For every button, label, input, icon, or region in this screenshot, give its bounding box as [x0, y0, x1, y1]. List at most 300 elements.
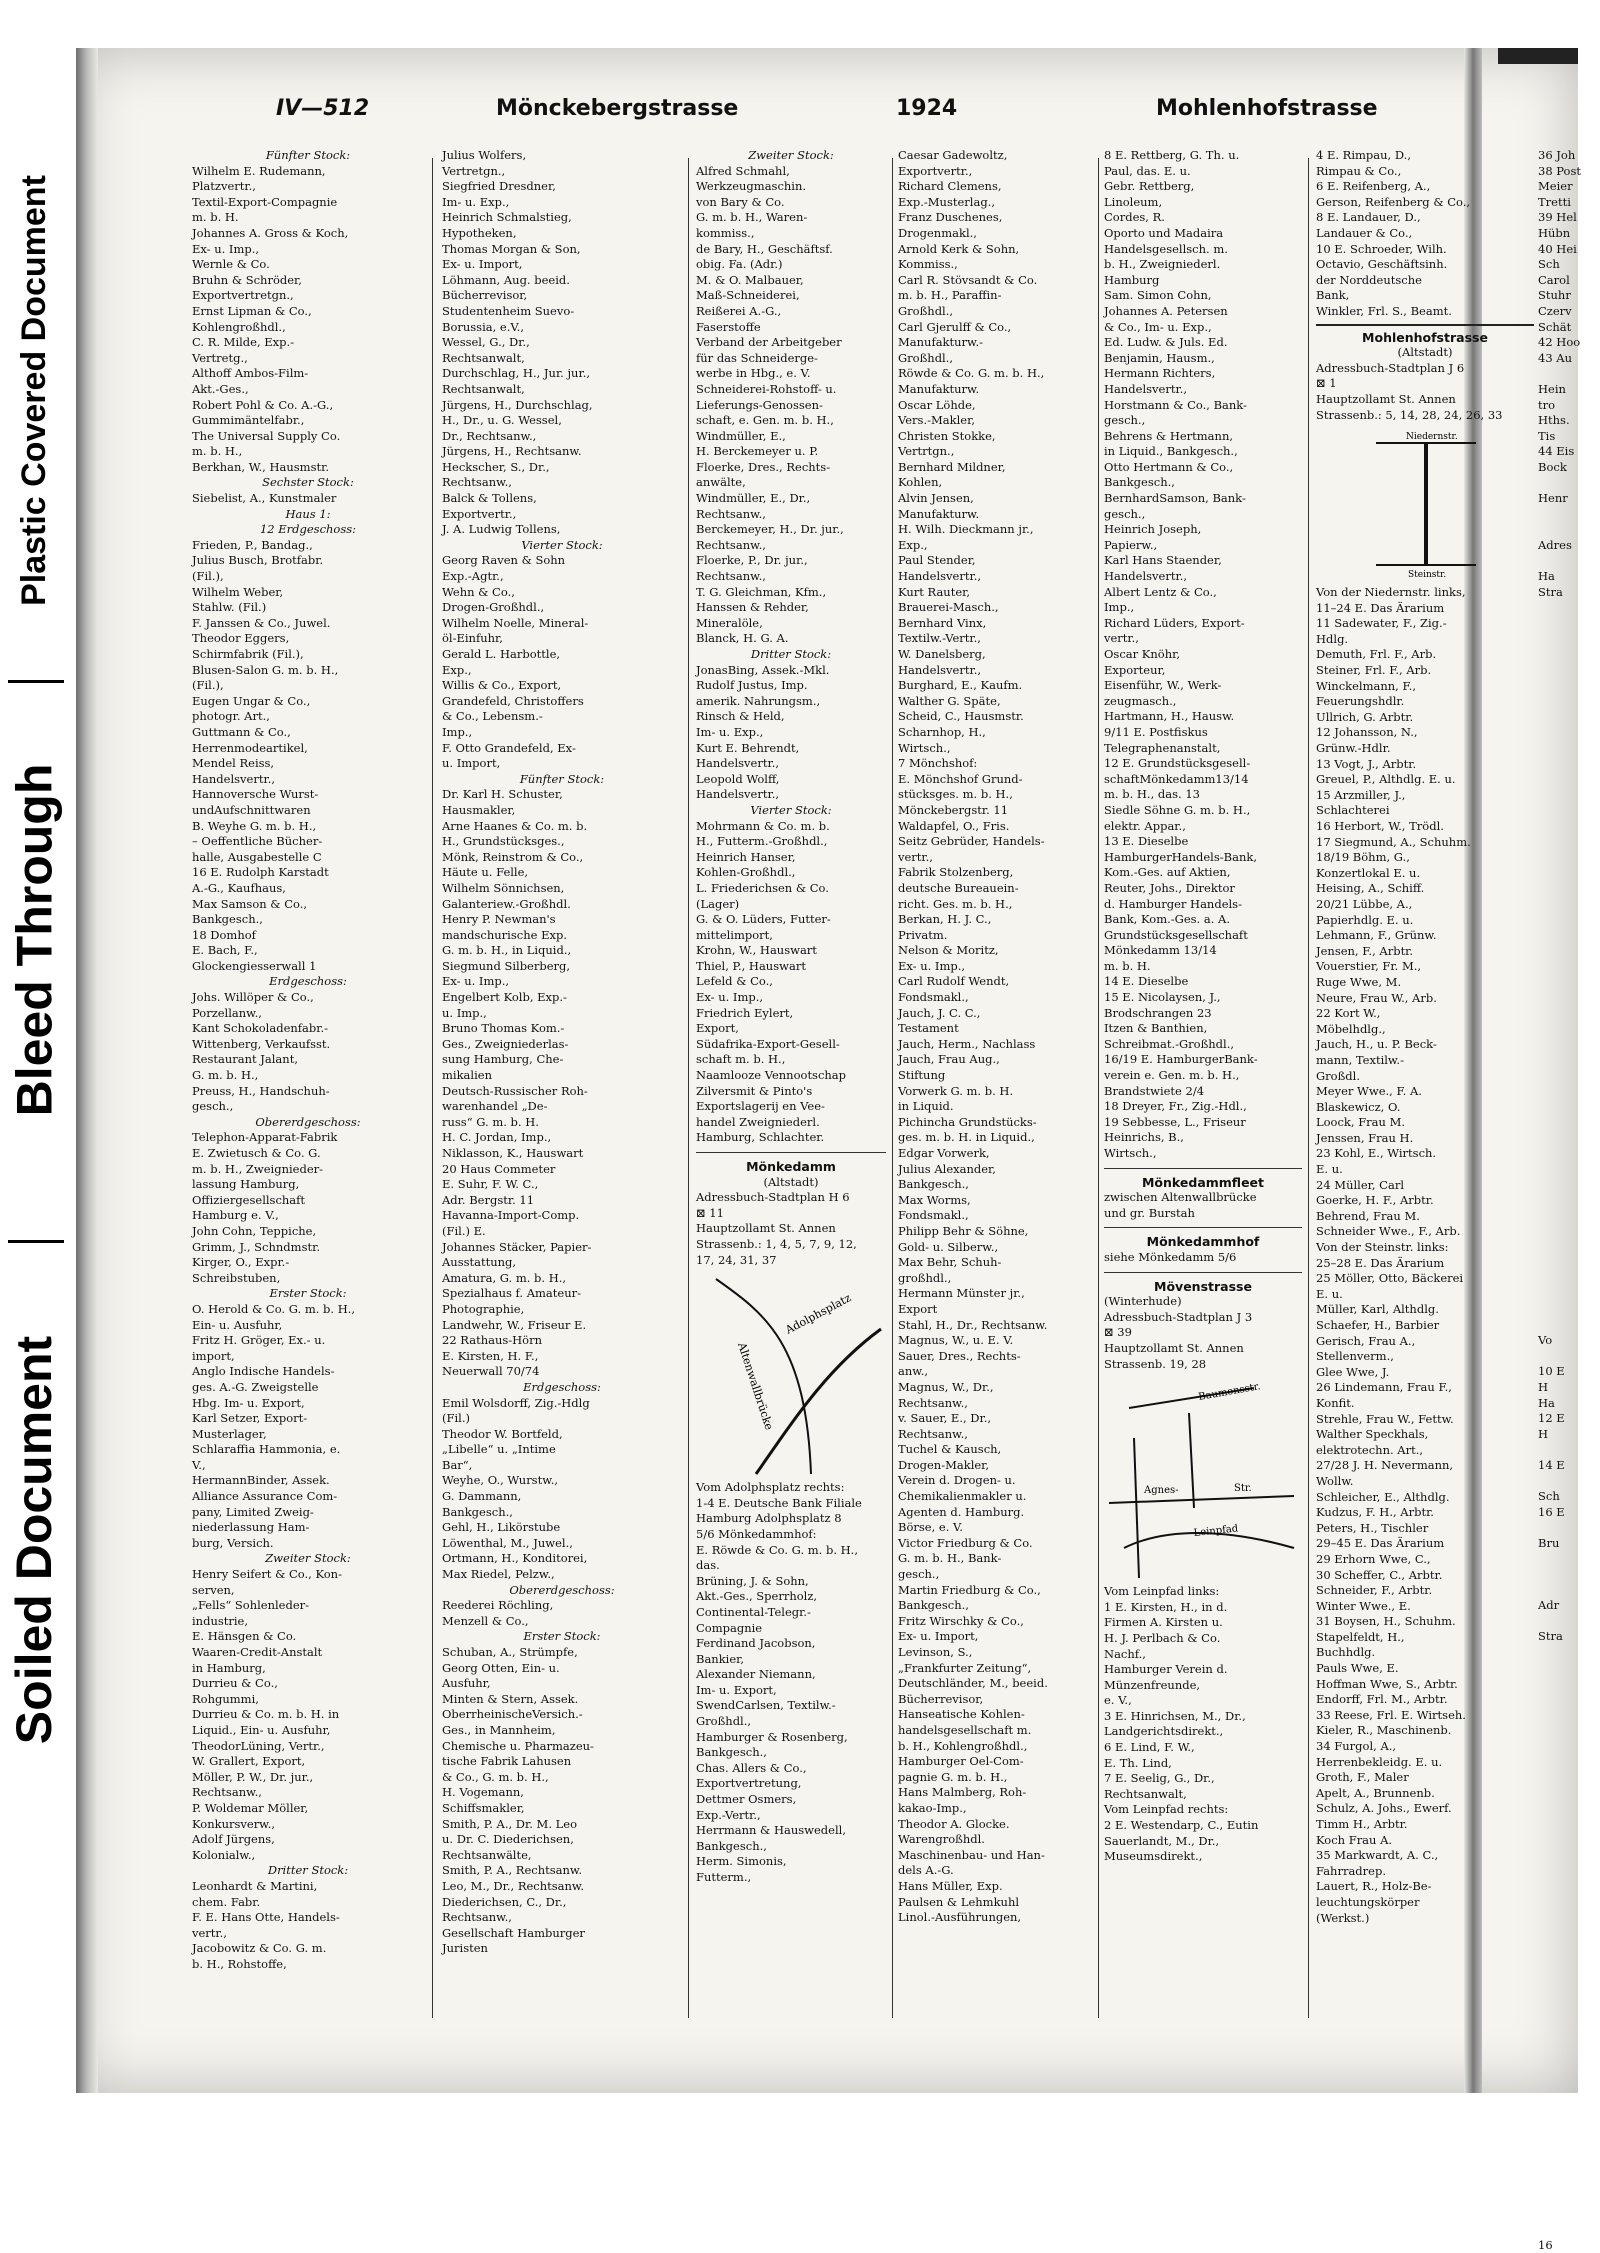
- directory-line: Leo, M., Dr., Rechtsanw.: [442, 1878, 585, 1893]
- directory-line: Hanssen & Rehder,: [696, 600, 809, 615]
- directory-line: de Bary, H., Geschäftsf.: [696, 241, 833, 256]
- column-rule: [688, 158, 689, 2018]
- directory-line: Heinrich Hanser,: [696, 849, 796, 864]
- directory-line: gesch.,: [192, 1099, 234, 1114]
- directory-line: Meyer Wwe., F. A.: [1316, 1084, 1422, 1099]
- directory-line: handel Zweigniederl.: [696, 1114, 820, 1129]
- directory-line: Rechtsanwalt,: [442, 350, 525, 365]
- directory-line: 18 Dreyer, Fr., Zig.-Hdl.,: [1104, 1099, 1247, 1114]
- directory-line: Vom Adolphsplatz rechts:: [696, 1480, 845, 1495]
- directory-line: [1538, 1848, 1578, 1864]
- directory-line: 6 E. Lind, F. W.,: [1104, 1740, 1195, 1755]
- directory-line: 43 Au: [1538, 350, 1573, 365]
- directory-line: Mendel Reiss,: [192, 756, 275, 771]
- directory-line: undAufschnittwaren: [192, 802, 311, 817]
- directory-line: lassung Hamburg,: [192, 1177, 300, 1192]
- directory-line: H: [1538, 1426, 1549, 1441]
- directory-line: Vom Leinpfad rechts:: [1104, 1802, 1229, 1817]
- directory-line: schaft m. b. H.,: [696, 1052, 786, 1067]
- directory-line: [1538, 2004, 1578, 2020]
- directory-line: E. Röwde & Co. G. m. b. H.,: [696, 1542, 858, 1557]
- directory-line: Sauerlandt, M., Dr.,: [1104, 1833, 1220, 1848]
- directory-line: tro: [1538, 397, 1556, 412]
- street-heading-moenkedammfleet: Mönkedammfleet: [1141, 1174, 1264, 1190]
- directory-line: Itzen & Banthien,: [1104, 1021, 1208, 1036]
- directory-line: Handelsvertr.,: [1104, 569, 1188, 584]
- directory-line: Restaurant Jalant,: [192, 1052, 298, 1067]
- directory-line: Rudolf Justus, Imp.: [696, 678, 808, 693]
- directory-line: Stahlw. (Fil.): [192, 600, 267, 615]
- directory-line: Hths.: [1538, 413, 1570, 428]
- directory-line: Stuhr: [1538, 288, 1571, 303]
- map-label-steinstr: Steinstr.: [1408, 570, 1447, 581]
- directory-line: Bankgesch.,: [898, 1177, 969, 1192]
- directory-line: 12 Johansson, N.,: [1316, 725, 1418, 740]
- directory-line: Liquid., Ein- u. Ausfuhr,: [192, 1722, 331, 1737]
- directory-line: SwendCarlsen, Textilw.-: [696, 1698, 836, 1713]
- directory-line: Im- u. Exp.,: [442, 194, 510, 209]
- street-info: [1316, 361, 1534, 423]
- directory-line: Wessel, G., Dr.,: [442, 335, 530, 350]
- directory-line: Exp.,: [898, 537, 928, 552]
- directory-line: [1538, 2082, 1578, 2098]
- directory-line: Feuerungshdlr.: [1316, 694, 1405, 709]
- directory-line: 17 Siegmund, A., Schuhm.: [1316, 834, 1471, 849]
- directory-line: Maß-Schneiderei,: [696, 288, 800, 303]
- directory-column-7-partial: [1538, 148, 1582, 2252]
- directory-line: 17, 24, 31, 37: [696, 1252, 777, 1267]
- directory-line: Drogen-Großhdl.,: [442, 600, 545, 615]
- directory-line: JonasBing, Assek.-Mkl.: [696, 662, 830, 677]
- directory-line: Jauch, J. C. C.,: [898, 1005, 981, 1020]
- directory-line: [1538, 663, 1578, 679]
- directory-line: & Co., Im- u. Exp.,: [1104, 319, 1212, 334]
- directory-line: Blanck, H. G. A.: [696, 631, 789, 646]
- directory-line: der Norddeutsche: [1316, 272, 1422, 287]
- directory-line: Ullrich, G. Arbtr.: [1316, 709, 1414, 724]
- directory-line: Deutschländer, M., beeid.: [898, 1676, 1048, 1691]
- directory-line: Schleicher, E., Althdlg.: [1316, 1489, 1450, 1504]
- directory-line: TheodorLüning, Vertr.,: [192, 1738, 325, 1753]
- directory-line: H. Wilh. Dieckmann jr.,: [898, 522, 1034, 537]
- directory-line: b. H., Rohstoffe,: [192, 1956, 287, 1971]
- directory-line: Tretti: [1538, 194, 1571, 209]
- directory-line: Obererdgeschoss:: [255, 1114, 361, 1129]
- directory-line: Juristen: [442, 1941, 488, 1956]
- directory-line: Apelt, A., Brunnenb.: [1316, 1785, 1435, 1800]
- directory-line: Drogen-Makler,: [898, 1457, 990, 1472]
- directory-line: Dritter Stock:: [267, 1863, 349, 1878]
- column-rule: [432, 158, 433, 2018]
- directory-line: ⊠ 11: [696, 1205, 724, 1220]
- directory-line: Herrmann & Hauswedell,: [696, 1823, 846, 1838]
- directory-line: Max Riedel, Pelzw.,: [442, 1567, 555, 1582]
- directory-line: [1538, 1723, 1578, 1739]
- directory-line: ges. m. b. H. in Liquid.,: [898, 1130, 1035, 1145]
- directory-line: Ges., in Mannheim,: [442, 1722, 556, 1737]
- directory-line: Schreibstuben,: [192, 1270, 281, 1285]
- stamp-bleed-through: Bleed Through: [6, 763, 63, 1117]
- directory-line: und gr. Burstah: [1104, 1205, 1195, 1220]
- directory-line: Hbg. Im- u. Export,: [192, 1395, 305, 1410]
- directory-line: das.: [696, 1558, 720, 1573]
- directory-line: Dr. Karl H. Schuster,: [442, 787, 563, 802]
- directory-line: [1538, 1879, 1578, 1895]
- directory-line: Smith, P. A., Dr. M. Leo: [442, 1816, 578, 1831]
- directory-line: Großhdl.,: [696, 1714, 752, 1729]
- directory-line: H. Berckemeyer u. P.: [696, 444, 819, 459]
- directory-line: Goerke, H. F., Arbtr.: [1316, 1193, 1434, 1208]
- directory-line: [1538, 2206, 1578, 2222]
- directory-line: 1-4 E. Deutsche Bank Filiale: [696, 1495, 862, 1510]
- directory-line: 15 Arzmiller, J.,: [1316, 787, 1406, 802]
- directory-line: G. m. b. H., in Liquid.,: [442, 943, 572, 958]
- directory-line: Mönkedamm 13/14: [1104, 943, 1217, 958]
- directory-line: Ex- u. Imp.,: [696, 990, 764, 1005]
- directory-line: Jauch, H., u. P. Beck-: [1316, 1037, 1437, 1052]
- directory-line: [1538, 1099, 1578, 1115]
- directory-line: [1538, 522, 1578, 538]
- directory-line: [1538, 1801, 1578, 1817]
- directory-line: Möller, P. W., Dr. jur.,: [192, 1769, 314, 1784]
- directory-line: Dritter Stock:: [750, 647, 832, 661]
- directory-line: Tis: [1538, 428, 1556, 443]
- directory-line: Kurt E. Behrendt,: [696, 740, 800, 755]
- directory-line: Kohlen-Großhdl.,: [696, 865, 796, 880]
- directory-line: H., Grundstücksges.,: [442, 834, 565, 849]
- directory-line: pany, Limited Zweig-: [192, 1504, 314, 1519]
- directory-line: Rechtsanwalt,: [1104, 1786, 1187, 1801]
- directory-line: 7 E. Seelig, G., Dr.,: [1104, 1771, 1215, 1786]
- directory-line: B. Weyhe G. m. b. H.,: [192, 818, 317, 833]
- directory-line: Pauls Wwe, E.: [1316, 1661, 1399, 1676]
- directory-line: Müller, Karl, Althdlg.: [1316, 1302, 1439, 1317]
- directory-line: Grünw.-Hdlr.: [1316, 741, 1391, 756]
- directory-line: [1538, 1130, 1578, 1146]
- directory-line: Rechtsanwalt,: [442, 381, 525, 396]
- directory-line: & Co., Lebensm.-: [442, 709, 543, 724]
- directory-line: 18 Domhof: [192, 927, 256, 942]
- directory-line: T. G. Gleichman, Kfm.,: [696, 584, 827, 599]
- directory-line: russ“ G. m. b. H.: [442, 1114, 539, 1129]
- directory-line: Paulsen & Lehmkuhl: [898, 1894, 1020, 1909]
- directory-line: Vom Leinpfad links:: [1104, 1584, 1220, 1599]
- directory-line: G. m. b. H., Waren-: [696, 210, 808, 225]
- directory-line: Thiel, P., Hauswart: [696, 958, 806, 973]
- directory-line: Heinrich Joseph,: [1104, 522, 1202, 537]
- directory-line: Tuchel & Kausch,: [898, 1442, 1002, 1457]
- directory-line: Kudzus, F. H., Arbtr.: [1316, 1505, 1434, 1520]
- directory-line: Anglo Indische Handels-: [192, 1364, 335, 1379]
- directory-line: Rechtsanw.,: [898, 1395, 968, 1410]
- directory-line: Paul, das. E. u.: [1104, 163, 1191, 178]
- directory-line: Imp.,: [442, 724, 473, 739]
- directory-line: Waldapfel, O., Fris.: [898, 818, 1010, 833]
- directory-line: [1538, 2113, 1578, 2129]
- directory-line: [1538, 616, 1578, 632]
- directory-line: [1538, 2019, 1578, 2035]
- directory-line: Henry P. Newman's: [442, 912, 556, 927]
- directory-line: Platzvertr.,: [192, 179, 256, 194]
- map-label-str: Str.: [1234, 1483, 1252, 1495]
- directory-line: Thomas Morgan & Son,: [442, 241, 581, 256]
- header-street-right: Mohlenhofstrasse: [1156, 96, 1378, 121]
- page-number: IV—512: [276, 96, 370, 121]
- directory-line: Linol.-Ausführungen,: [898, 1910, 1022, 1925]
- directory-line: Gesellschaft Hamburger: [442, 1925, 585, 1940]
- directory-line: G. Dammann,: [442, 1489, 522, 1504]
- map-label-adolphsplatz: Adolphsplatz: [783, 1291, 854, 1337]
- street-entries: [1104, 1584, 1302, 1865]
- directory-line: Heinrich Schmalstieg,: [442, 210, 572, 225]
- directory-line: 3 E. Hinrichsen, M., Dr.,: [1104, 1708, 1246, 1723]
- directory-line: [1538, 1661, 1578, 1677]
- directory-line: Ruge Wwe, M.: [1316, 974, 1402, 989]
- stamp-divider: [8, 1240, 64, 1243]
- directory-line: Gold- u. Silberw.,: [898, 1239, 999, 1254]
- directory-line: [1538, 1240, 1578, 1256]
- directory-line: Siegfried Dresdner,: [442, 179, 556, 194]
- directory-line: Studentenheim Suevo-: [442, 303, 575, 318]
- directory-line: [1538, 475, 1578, 491]
- directory-line: Hauptzollamt St. Annen: [1316, 391, 1456, 406]
- directory-line: 26 Lindemann, Frau F.,: [1316, 1380, 1452, 1395]
- directory-line: Wirtsch.,: [898, 740, 951, 755]
- directory-line: 18/19 Böhm, G.,: [1316, 850, 1410, 865]
- directory-line: [1538, 912, 1578, 928]
- directory-line: Benjamin, Hausm.,: [1104, 350, 1215, 365]
- directory-line: in Hamburg,: [192, 1660, 266, 1675]
- directory-line: zeugmasch.,: [1104, 693, 1177, 708]
- directory-line: (Fil.),: [192, 678, 224, 693]
- directory-line: chem. Fabr.: [192, 1894, 261, 1909]
- directory-line: siehe Mönkedamm 5/6: [1104, 1249, 1237, 1264]
- directory-line: tische Fabrik Lahusen: [442, 1754, 572, 1769]
- directory-line: Windmüller, E., Dr.,: [696, 491, 811, 506]
- directory-line: [1538, 1754, 1578, 1770]
- directory-line: Octavio, Geschäftsinh.: [1316, 257, 1448, 272]
- directory-line: Zweiter Stock:: [265, 1551, 351, 1566]
- directory-line: – Oeffentliche Bücher-: [192, 834, 323, 849]
- directory-line: Gerson, Reifenberg & Co.,: [1316, 194, 1471, 209]
- directory-line: Akt.-Ges.,: [192, 381, 249, 396]
- directory-line: Münzenfreunde,: [1104, 1677, 1201, 1692]
- directory-line: 33 Reese, Frl. E. Wirtseh.: [1316, 1707, 1466, 1722]
- directory-line: serven,: [192, 1582, 235, 1597]
- directory-line: Vierter Stock:: [521, 537, 603, 552]
- directory-line: Gebr. Rettberg,: [1104, 179, 1195, 194]
- directory-line: [1538, 1255, 1578, 1271]
- directory-line: Vierter Stock:: [750, 802, 832, 817]
- directory-line: Winter Wwe., E.: [1316, 1598, 1411, 1613]
- directory-line: Hans Müller, Exp.: [898, 1878, 1003, 1893]
- directory-line: [1538, 2050, 1578, 2066]
- directory-line: Gummimäntelfabr.,: [192, 413, 305, 428]
- directory-line: Scharnhop, H.,: [898, 724, 986, 739]
- map-label-leinpfad: Leinpfad: [1193, 1523, 1239, 1540]
- directory-line: Vo: [1538, 1333, 1553, 1348]
- directory-line: (Fil.): [442, 1411, 470, 1426]
- directory-line: Rechtsanw.,: [192, 1785, 262, 1800]
- directory-line: Waaren-Credit-Anstalt: [192, 1645, 323, 1659]
- directory-line: Jürgens, H., Rechtsanw.: [442, 444, 582, 459]
- column-6-entries: [1316, 148, 1534, 320]
- directory-line: C. R. Milde, Exp.-: [192, 335, 295, 350]
- directory-line: [1538, 631, 1578, 647]
- directory-line: Steiner, Frl. F., Arb.: [1316, 663, 1432, 678]
- directory-line: Weyhe, O., Wurstw.,: [442, 1473, 558, 1488]
- directory-line: Blusen-Salon G. m. b. H.,: [192, 662, 339, 677]
- directory-line: Jauch, Herm., Nachlass: [898, 1036, 1036, 1051]
- directory-line: mann, Textilw.-: [1316, 1052, 1404, 1067]
- directory-line: Czerv: [1538, 303, 1572, 318]
- directory-line: Behrend, Frau M.: [1316, 1208, 1420, 1223]
- directory-line: Alvin Jensen,: [898, 491, 974, 506]
- directory-line: [1538, 678, 1578, 694]
- directory-line: [1538, 1567, 1578, 1583]
- directory-line: mittelimport,: [696, 927, 773, 942]
- directory-line: Walther Speckhals,: [1316, 1427, 1429, 1442]
- directory-line: Stiftung: [898, 1068, 946, 1083]
- directory-line: Magnus, W., Dr.,: [898, 1379, 994, 1394]
- directory-line: & Co., G. m. b. H.,: [442, 1769, 549, 1784]
- directory-line: leuchtungskörper: [1316, 1894, 1420, 1909]
- directory-line: E. u.: [1316, 1286, 1343, 1301]
- directory-line: 16 E: [1538, 1504, 1565, 1519]
- directory-line: Gerisch, Frau A.,: [1316, 1333, 1416, 1348]
- directory-line: (Werkst.): [1316, 1910, 1370, 1925]
- directory-line: Ein- u. Ausfuhr,: [192, 1317, 283, 1332]
- directory-line: Exp.-Musterlag.,: [898, 194, 995, 209]
- directory-line: 6 E. Reifenberg, A.,: [1316, 179, 1431, 194]
- directory-line: Exp.,: [442, 662, 472, 677]
- directory-line: u. Import,: [442, 756, 501, 771]
- directory-line: E. Kirsten, H. F.,: [442, 1348, 539, 1363]
- directory-line: Röwde & Co. G. m. b. H.,: [898, 366, 1045, 381]
- street-map-moenkedamm: [696, 1274, 886, 1474]
- directory-line: Durchschlag, H., Jur. jur.,: [442, 366, 591, 381]
- directory-line: [1538, 1895, 1578, 1911]
- directory-line: Buchhdlg.: [1316, 1645, 1376, 1660]
- directory-line: [1538, 1957, 1578, 1973]
- directory-line: Offiziergesellschaft: [192, 1192, 306, 1207]
- street-info: [696, 1190, 886, 1268]
- directory-line: Schneider Wwe., F., Arb.: [1316, 1224, 1461, 1239]
- directory-line: m. b. H.: [1104, 958, 1151, 973]
- directory-line: Bruhn & Schröder,: [192, 272, 302, 287]
- directory-line: Bru: [1538, 1535, 1560, 1550]
- directory-line: [1538, 1318, 1578, 1334]
- directory-line: ⊠ 39: [1104, 1325, 1132, 1340]
- directory-line: Von der Niedernstr. links,: [1316, 585, 1466, 600]
- directory-line: Rechtsanwälte,: [442, 1847, 532, 1862]
- directory-line: Gehl, H., Likörstube: [442, 1520, 561, 1535]
- directory-line: Kieler, R., Maschinenb.: [1316, 1723, 1452, 1738]
- directory-line: Theodor Eggers,: [192, 631, 290, 646]
- street-entries: [1316, 585, 1534, 1926]
- directory-line: Brauerei-Masch.,: [898, 600, 999, 615]
- directory-line: 19 Sebbesse, L., Friseur: [1104, 1114, 1246, 1129]
- column-rule: [892, 158, 893, 2018]
- directory-line: Carl Rudolf Wendt,: [898, 974, 1010, 989]
- directory-line: „Fells“ Sohlenleder-: [192, 1598, 310, 1613]
- directory-line: H. Vogemann,: [442, 1785, 524, 1800]
- directory-line: [1538, 600, 1578, 616]
- directory-line: 22 Rathaus-Hörn: [442, 1333, 543, 1348]
- directory-line: ges. A.-G. Zweigstelle: [192, 1379, 319, 1394]
- directory-line: Hdlg.: [1316, 631, 1349, 646]
- directory-line: Johannes A. Petersen: [1104, 303, 1228, 318]
- directory-line: 11–24 E. Das Ärarium: [1316, 600, 1445, 615]
- directory-line: 15 E. Nicolaysen, J.,: [1104, 990, 1221, 1005]
- directory-line: Ex- u. Import,: [442, 257, 523, 272]
- directory-line: [1538, 865, 1578, 881]
- directory-line: Hamburg, Schlachter.: [696, 1130, 825, 1145]
- directory-line: Hauptzollamt St. Annen: [696, 1221, 836, 1236]
- directory-line: Exportvertr.,: [442, 506, 517, 521]
- directory-line: Rechtsanw.,: [442, 475, 512, 490]
- directory-line: Kohlen,: [898, 475, 943, 490]
- street-info: [1104, 1294, 1302, 1372]
- directory-line: Durrieu & Co. m. b. H. in: [192, 1707, 340, 1722]
- directory-line: [1538, 2160, 1578, 2176]
- directory-line: Reuter, Johs., Direktor: [1104, 880, 1235, 895]
- directory-line: [1538, 1972, 1578, 1988]
- directory-line: 34 Furgol, A.,: [1316, 1739, 1397, 1754]
- directory-line: Leonhardt & Martini,: [192, 1878, 318, 1893]
- directory-line: Schät: [1538, 319, 1572, 334]
- directory-line: Hamburg Adolphsplatz 8: [696, 1511, 842, 1526]
- directory-line: [1538, 741, 1578, 757]
- directory-line: Althoff Ambos-Film-: [192, 366, 309, 381]
- directory-line: Schneiderei-Rohstoff- u.: [696, 381, 837, 396]
- directory-line: Mineralöle,: [696, 615, 763, 630]
- directory-line: E. u.: [1316, 1162, 1343, 1177]
- directory-line: Fritz Wirschky & Co.,: [898, 1613, 1024, 1628]
- directory-line: Lehmann, F., Grünw.: [1316, 928, 1437, 943]
- directory-line: H. C. Jordan, Imp.,: [442, 1130, 552, 1145]
- directory-line: Paul Stender,: [898, 553, 976, 568]
- directory-line: Telephon-Apparat-Fabrik: [192, 1130, 338, 1145]
- directory-line: Bank,: [1316, 288, 1350, 303]
- directory-line: schaftMönkedamm13/14: [1104, 771, 1249, 786]
- directory-line: Ortmann, H., Konditorei,: [442, 1551, 588, 1566]
- directory-line: Gerald L. Harbottle,: [442, 647, 561, 661]
- directory-line: Brandstwiete 2/4: [1104, 1083, 1205, 1098]
- directory-line: Borussia, e.V.,: [442, 319, 524, 334]
- directory-line: Drogenmakl.,: [898, 225, 977, 240]
- directory-line: Wirtsch.,: [1104, 1146, 1157, 1160]
- directory-line: Alexander Niemann,: [696, 1667, 816, 1682]
- directory-line: Durrieu & Co.,: [192, 1676, 278, 1691]
- directory-line: Jensen, F., Arbtr.: [1316, 943, 1414, 958]
- directory-line: dels A.-G.: [898, 1863, 954, 1878]
- directory-line: Schuban, A., Strümpfe,: [442, 1645, 578, 1659]
- directory-line: Adressbuch-Stadtplan J 3: [1104, 1309, 1253, 1324]
- directory-line: 36 Joh: [1538, 148, 1576, 162]
- directory-line: [1538, 772, 1578, 788]
- directory-line: Hamburger & Rosenberg,: [696, 1729, 848, 1744]
- directory-line: [1538, 709, 1578, 725]
- directory-line: Compagnie: [696, 1620, 763, 1635]
- directory-line: amerik. Nahrungsm.,: [696, 693, 821, 708]
- directory-line: Seitz Gebrüder, Handels-: [898, 834, 1045, 849]
- directory-line: Fahrradrep.: [1316, 1863, 1386, 1878]
- directory-line: Großhdl.,: [898, 303, 954, 318]
- directory-line: Sch: [1538, 257, 1560, 272]
- directory-line: Löwenthal, M., Juwel.,: [442, 1535, 573, 1550]
- directory-line: Rohgummi,: [192, 1691, 259, 1706]
